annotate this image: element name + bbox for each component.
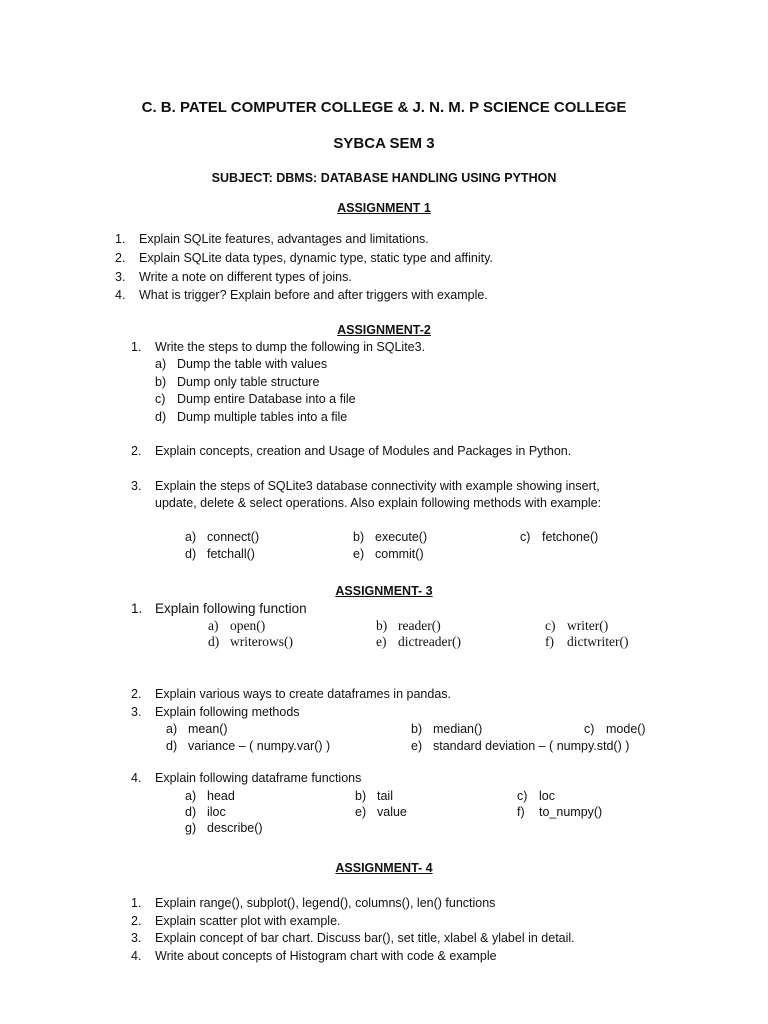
option-item: d) writerows() bbox=[208, 634, 293, 649]
list-item: 1. Explain SQLite features, advantages and limitations. bbox=[115, 232, 429, 246]
option-item: b) reader() bbox=[376, 618, 441, 633]
option-item: b) tail bbox=[355, 789, 393, 803]
list-item: 3. Explain concept of bar chart. Discuss bar(), set title, xlabel & ylabel in detail. bbox=[131, 931, 575, 945]
option-item: d) variance – ( numpy.var() ) bbox=[166, 739, 331, 753]
option-item: c) mode() bbox=[584, 722, 646, 736]
assignment-3-title: ASSIGNMENT- 3 bbox=[335, 584, 433, 598]
list-item: 2. Explain various ways to create dataframes in pandas. bbox=[131, 687, 451, 701]
option-item: a) mean() bbox=[166, 722, 228, 736]
sub-item: b) Dump only table structure bbox=[155, 375, 320, 389]
option-item: a) open() bbox=[208, 618, 266, 633]
option-item: b) execute() bbox=[353, 530, 428, 544]
assignment-1-title: ASSIGNMENT 1 bbox=[337, 201, 431, 215]
list-item: 1. Explain range(), subplot(), legend(), columns(), len() functions bbox=[131, 896, 496, 910]
list-item: 1. Write the steps to dump the following in SQLite3. bbox=[131, 340, 426, 354]
option-item: e) dictreader() bbox=[376, 634, 461, 649]
sub-item: a) Dump the table with values bbox=[155, 357, 328, 371]
list-item: 3. Write a note on different types of joins. bbox=[115, 270, 352, 284]
option-item: b) median() bbox=[411, 722, 483, 736]
assignment-2-title: ASSIGNMENT-2 bbox=[337, 323, 431, 337]
option-item: d) iloc bbox=[185, 805, 226, 819]
list-item: 1. Explain following function bbox=[131, 601, 307, 616]
option-item: g) describe() bbox=[185, 821, 263, 835]
list-item: 3. Explain following methods bbox=[131, 705, 300, 719]
list-item: 4. What is trigger? Explain before and after triggers with example. bbox=[115, 288, 488, 302]
subject-title: SUBJECT: DBMS: DATABASE HANDLING USING PYTHON bbox=[211, 171, 557, 185]
option-item: c) loc bbox=[517, 789, 555, 803]
list-item: 4. Write about concepts of Histogram chart with code & example bbox=[131, 949, 497, 963]
list-item: 2. Explain scatter plot with example. bbox=[131, 914, 341, 928]
list-item-continuation: update, delete & select operations. Also explain following methods with example: bbox=[155, 496, 602, 510]
sub-item: d) Dump multiple tables into a file bbox=[155, 410, 348, 424]
sub-item: c) Dump entire Database into a file bbox=[155, 392, 356, 406]
option-item: e) commit() bbox=[353, 547, 424, 561]
college-title: C. B. PATEL COMPUTER COLLEGE & J. N. M. P SCIENCE COLLEGE bbox=[141, 99, 627, 116]
option-item: f) dictwriter() bbox=[545, 634, 629, 649]
assignment-4-title: ASSIGNMENT- 4 bbox=[335, 861, 433, 875]
class-title: SYBCA SEM 3 bbox=[333, 135, 435, 152]
option-item: a) connect() bbox=[185, 530, 260, 544]
option-item: c) writer() bbox=[545, 618, 609, 633]
option-item: a) head bbox=[185, 789, 235, 803]
option-item: e) standard deviation – ( numpy.std() ) bbox=[411, 739, 630, 753]
option-item: e) value bbox=[355, 805, 407, 819]
list-item: 2. Explain concepts, creation and Usage of Modules and Packages in Python. bbox=[131, 444, 572, 458]
option-item: d) fetchall() bbox=[185, 547, 255, 561]
list-item: 3. Explain the steps of SQLite3 database connectivity with example showing insert, bbox=[131, 479, 600, 493]
list-item: 4. Explain following dataframe functions bbox=[131, 771, 362, 785]
option-item: f) to_numpy() bbox=[517, 805, 603, 819]
list-item: 2. Explain SQLite data types, dynamic type, static type and affinity. bbox=[115, 251, 493, 265]
option-item: c) fetchone() bbox=[520, 530, 599, 544]
